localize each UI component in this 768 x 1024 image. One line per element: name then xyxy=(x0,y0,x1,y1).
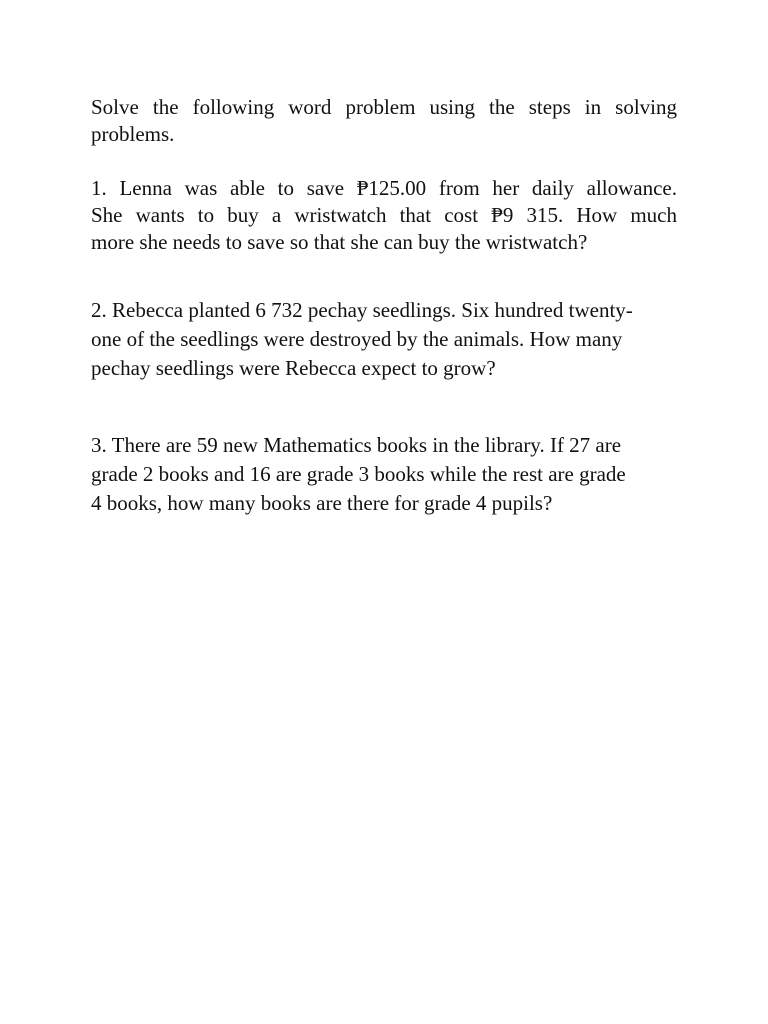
problem-2-paragraph xyxy=(91,296,677,383)
problem-line: 2. Rebecca planted 6 732 pechay seedlings. Six hundred twenty- xyxy=(91,298,633,322)
problem-line: more she needs to save so that she can buy the wristwatch? xyxy=(91,230,588,254)
problem-line: 4 books, how many books are there for grade 4 pupils? xyxy=(91,491,553,515)
problem-line: She wants to buy a wristwatch that cost ₱9 315. How much xyxy=(91,203,677,227)
instructions-line: problems. xyxy=(91,122,175,146)
problem-line: 3. There are 59 new Mathematics books in the library. If 27 are xyxy=(91,433,622,457)
instructions-line: Solve the following word problem using the steps in solving xyxy=(91,95,677,119)
problem-line: one of the seedlings were destroyed by the animals. How many xyxy=(91,327,623,351)
problem-line: pechay seedlings were Rebecca expect to grow? xyxy=(91,356,496,380)
problem-line: 1. Lenna was able to save ₱125.00 from her daily allowance. xyxy=(91,176,677,200)
instructions-paragraph xyxy=(91,94,677,148)
problem-1-paragraph xyxy=(91,175,677,256)
problem-3-paragraph xyxy=(91,431,677,518)
problem-line: grade 2 books and 16 are grade 3 books while the rest are grade xyxy=(91,462,626,486)
